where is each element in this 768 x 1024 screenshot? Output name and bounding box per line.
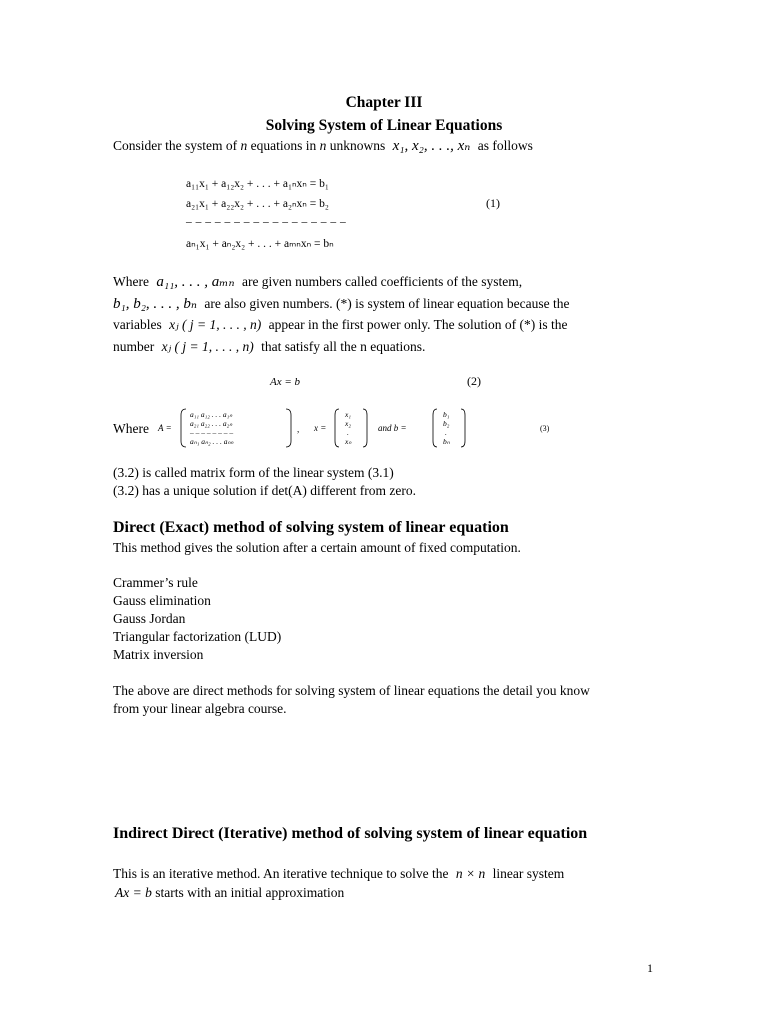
method-list-item: Triangular factorization (LUD) xyxy=(113,629,282,644)
chapter-label: Chapter III xyxy=(345,94,423,111)
method-list-item: Gauss Jordan xyxy=(113,611,186,626)
matrix-equation: Ax = b xyxy=(270,376,301,388)
system-dashes: – – – – – – – – – – – – – – – – – xyxy=(186,216,347,228)
method-list-item: Matrix inversion xyxy=(113,647,204,662)
vector-x-label: x = xyxy=(314,423,327,433)
method-list-item: Crammer’s rule xyxy=(113,575,198,590)
eq-label-1: (1) xyxy=(486,196,500,210)
vector-b-row-4: bₙ xyxy=(443,437,450,446)
matrix-a-row-3: – – – – – – – – xyxy=(190,428,234,437)
vector-b-row-3: . xyxy=(445,428,447,437)
para1-line3: variables xⱼ ( j = 1, . . . , n) appear in the first power only. The solution of (*) is the xyxy=(113,317,568,332)
system-eq-2: a₂₁x₁ + a₂₂x₂ + . . . + a₂ₙxₙ = b₂ xyxy=(186,198,329,210)
direct-summary-line1: The above are direct methods for solving system of linear equations the detail you know xyxy=(113,683,590,698)
indirect-method-heading: Indirect Direct (Iterative) method of solving system of linear equation xyxy=(113,825,588,842)
system-eq-1: a₁₁x₁ + a₁₂x₂ + . . . + a₁ₙxₙ = b₁ xyxy=(186,178,329,190)
eq-label-3: (3) xyxy=(540,424,550,433)
page-number: 1 xyxy=(647,961,653,975)
vector-x-row-1: x₁ xyxy=(345,410,351,419)
matrix-a-row-1: a₁₁ a₁₂ . . . a₁ₙ xyxy=(190,410,233,419)
note-1: (3.2) is called matrix form of the linear system (3.1) xyxy=(113,465,394,480)
chapter-title: Solving System of Linear Equations xyxy=(265,117,503,134)
where-label: Where xyxy=(113,421,149,436)
direct-method-description: This method gives the solution after a certain amount of fixed computation. xyxy=(113,540,521,555)
indirect-line1: This is an iterative method. An iterative technique to solve the n × n linear system xyxy=(113,866,565,881)
vector-x-row-2: x₂ xyxy=(345,419,351,428)
para1-line2: b₁, b₂, . . . , bₙ are also given numbers. (*) is system of linear equation because the xyxy=(113,296,570,312)
matrix-a-row-4: aₙ₁ aₙ₂ . . . aₙₙ xyxy=(190,437,234,446)
vector-b-row-2: b₂ xyxy=(443,419,450,428)
vector-x-row-3: . xyxy=(347,428,349,437)
method-list-item: Gauss elimination xyxy=(113,593,211,608)
para1-line4: number xⱼ ( j = 1, . . . , n) that satisfy all the n equations. xyxy=(113,339,426,354)
direct-method-heading: Direct (Exact) method of solving system of linear equation xyxy=(113,519,509,536)
note-2: (3.2) has a unique solution if det(A) different from zero. xyxy=(113,483,417,498)
matrix-a-row-2: a₂₁ a₂₂ . . . a₂ₙ xyxy=(190,419,233,428)
eq-label-2: (2) xyxy=(467,374,481,388)
vector-b-label: and b = xyxy=(378,423,407,433)
intro-line: Consider the system of n equations in n unknowns x₁, x₂, . . ., xₙ as follows xyxy=(113,138,533,154)
direct-summary-line2: from your linear algebra course. xyxy=(113,701,287,716)
matrix-a-label: A = xyxy=(158,423,172,433)
para1-line1: Where a₁₁, . . . , aₘₙ are given numbers called coefficients of the system, xyxy=(113,274,523,290)
vector-x-row-4: xₙ xyxy=(345,437,352,446)
system-eq-n: aₙ₁x₁ + aₙ₂x₂ + . . . + aₘₙxₙ = bₙ xyxy=(186,238,334,250)
indirect-line2: Ax = b starts with an initial approximation xyxy=(115,885,345,900)
matrix-comma: , xyxy=(297,424,300,434)
vector-b-row-1: b₁ xyxy=(443,410,450,419)
